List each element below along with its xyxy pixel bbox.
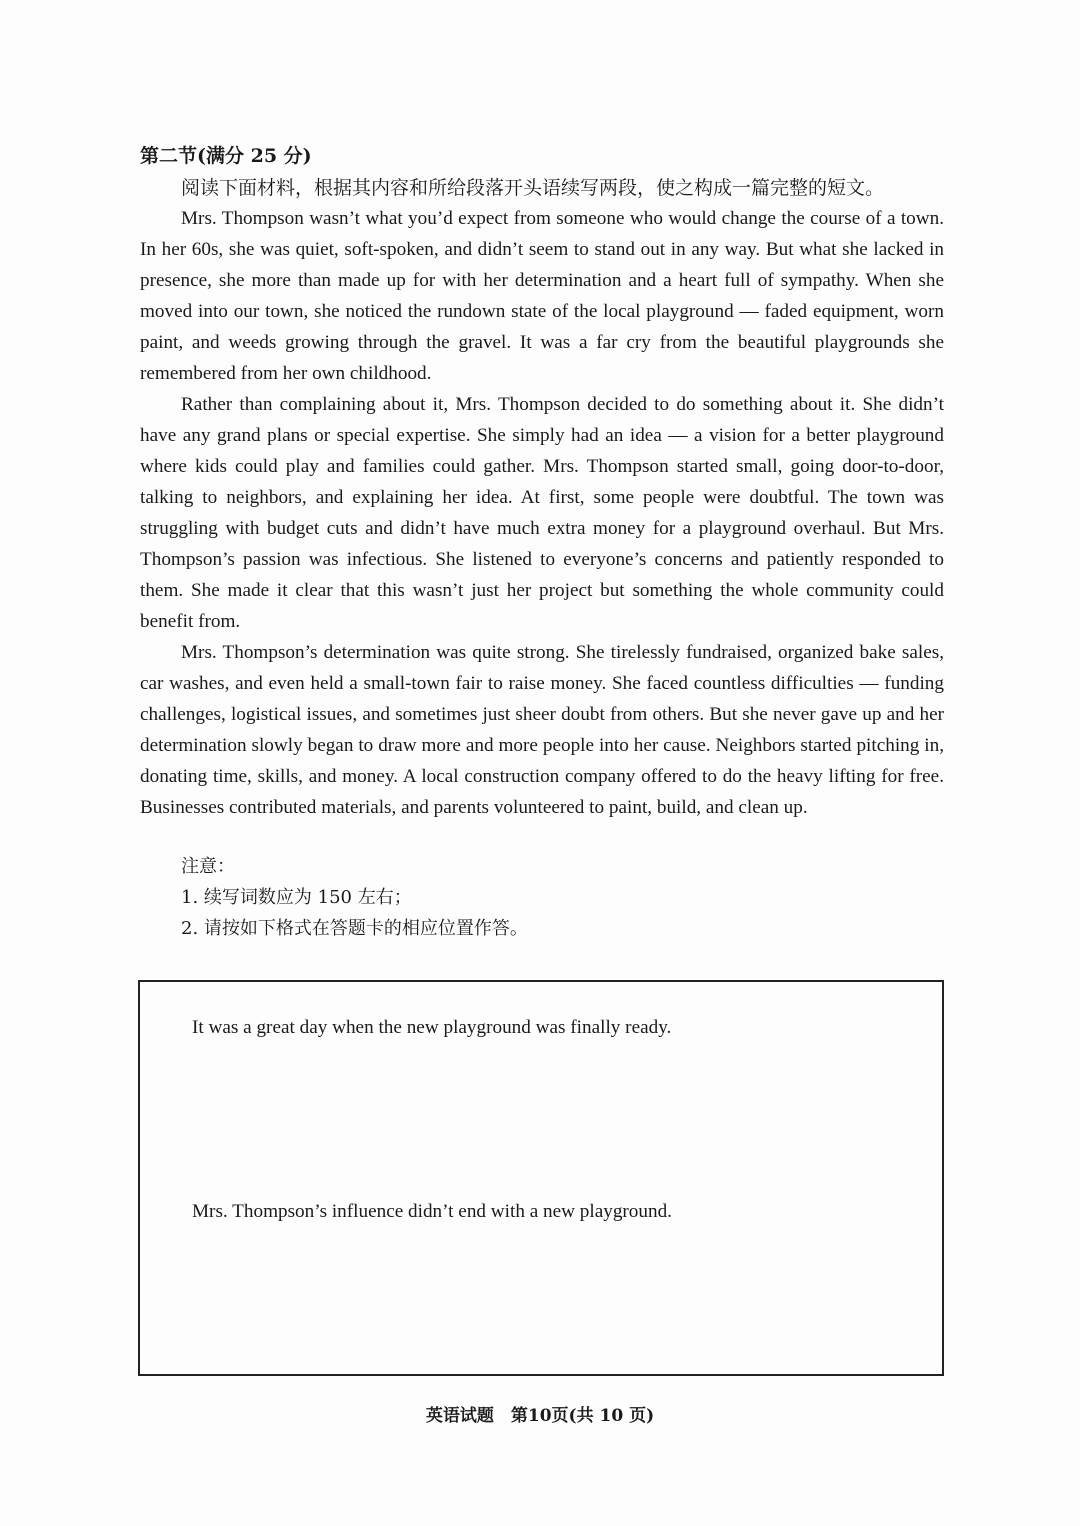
page-footer: 英语试题 第10页(共 10 页) <box>425 1406 655 1426</box>
notes-section <box>181 851 528 944</box>
notes-item-1: 1. 续写词数应为 150 左右； <box>181 887 412 908</box>
paragraph-opening-2: Mrs. Thompson’s influence didn’t end with a new playground. <box>192 1201 672 1222</box>
section-heading: 第二节(满分 25 分) <box>140 145 312 167</box>
notes-item-2: 2. 请按如下格式在答题卡的相应位置作答。 <box>181 918 528 939</box>
passage-paragraph-2: Rather than complaining about it, Mrs. Thompson decided to do something about it. She didn’t have any grand plans or special expertise. She simply had an idea — a vision for a better playground where kids could play and families could gather. Mrs. Thompson started small, going door-to-door, talking to neighbors, and explaining her idea. At first, some people were doubtful. The town was struggling with budget cuts and didn’t have much extra money for a playground overhaul. But Mrs. Thompson’s passion was infectious. She listened to everyone’s concerns and patiently responded to them. She made it clear that this wasn’t just her project but something the whole community could benefit from. <box>140 394 944 632</box>
passage-paragraph-1: Mrs. Thompson wasn’t what you’d expect from someone who would change the course of a town. In her 60s, she was quiet, soft-spoken, and didn’t seem to stand out in any way. But what she lacked in presence, she more than made up for with her determination and a heart full of sympathy. When she moved into our town, she noticed the rundown state of the local playground — faded equipment, worn paint, and weeds growing through the gravel. It was a far cry from the beautiful playgrounds she remembered from her own childhood. <box>140 208 944 384</box>
passage-paragraph-3: Mrs. Thompson’s determination was quite strong. She tirelessly fundraised, organized bake sales, car washes, and even held a small-town fair to raise money. She faced countless difficulties — funding challenges, logistical issues, and sometimes just sheer doubt from others. But she never gave up and her determination slowly began to draw more and more people into her cause. Neighbors started pitching in, donating time, skills, and money. A local construction company offered to do the heavy lifting for free. Businesses contributed materials, and parents volunteered to paint, build, and clean up. <box>140 642 944 818</box>
notes-title: 注意： <box>181 856 235 877</box>
paragraph-opening-1: It was a great day when the new playground was finally ready. <box>192 1017 672 1038</box>
instruction-text: 阅读下面材料，根据其内容和所给段落开头语续写两段，使之构成一篇完整的短文。 <box>181 177 885 199</box>
reading-passage <box>140 203 944 823</box>
answer-format-box <box>138 980 944 1376</box>
